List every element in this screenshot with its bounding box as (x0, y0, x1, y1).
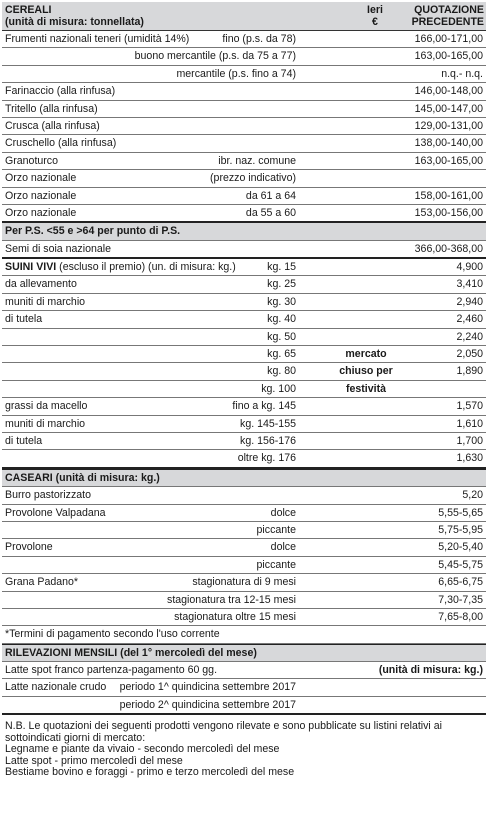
product-spec: da 55 a 60 (245, 206, 296, 219)
product-spec: stagionatura di 9 mesi (192, 576, 296, 589)
header-category (5, 4, 144, 28)
caseari-row (2, 505, 486, 522)
mensili-row-3 (2, 697, 486, 715)
mensili-title-row (2, 644, 486, 662)
header-previous (412, 4, 484, 28)
note-line: Legname e piante da vivaio - secondo mercoledì del mese (5, 743, 280, 756)
suini-title (5, 259, 236, 275)
previous-price: 2,240 (456, 330, 483, 343)
previous-price: 2,050 (456, 348, 483, 361)
caseari-footnote: *Termini di pagamento secondo l'uso corrente (5, 628, 220, 641)
product-label: Frumenti nazionali teneri (umidità 14%) (5, 33, 190, 45)
weight-spec: oltre kg. 176 (237, 452, 296, 465)
suini-title-bold: SUINI VIVI (5, 261, 57, 274)
caseari-section (2, 487, 486, 626)
suini-section (2, 276, 486, 468)
suini-row (2, 294, 486, 311)
product-label: da allevamento (5, 278, 77, 291)
cereali-row (2, 170, 486, 187)
cereali-row (2, 153, 486, 170)
product-spec: dolce (270, 506, 296, 519)
suini-title-value: 4,900 (456, 261, 483, 274)
previous-price: 1,610 (456, 417, 483, 430)
previous-price: 7,30-7,35 (438, 593, 483, 606)
previous-price: 1,700 (456, 434, 483, 447)
caseari-row (2, 574, 486, 591)
cereali-row (2, 188, 486, 205)
previous-price: 158,00-161,00 (414, 189, 483, 202)
cereali-row (2, 205, 486, 223)
cereali-row (2, 135, 486, 152)
product-label: Granoturco (5, 154, 58, 167)
notes-block (2, 721, 486, 779)
market-note: mercato (345, 348, 387, 361)
product-label: Tritello (alla rinfusa) (5, 102, 98, 115)
suini-row (2, 329, 486, 346)
note-line: sottoindicati giorni di mercato: (5, 731, 146, 744)
previous-price: 166,00-171,00 (414, 33, 483, 45)
previous-price: 163,00-165,00 (414, 154, 483, 167)
previous-price: 163,00-165,00 (414, 50, 483, 63)
ps-note-row (2, 223, 486, 240)
latte-nazionale-label: Latte nazionale crudo (5, 681, 107, 694)
previous-price: 7,65-8,00 (438, 610, 483, 623)
previous-price: 129,00-131,00 (414, 119, 483, 132)
mensili-row-1 (2, 662, 486, 679)
cereali-row (2, 48, 486, 65)
previous-price: 3,410 (456, 278, 483, 291)
previous-price: 2,940 (456, 295, 483, 308)
cereali-row (2, 66, 486, 83)
caseari-row (2, 609, 486, 626)
caseari-footnote-row (2, 626, 486, 643)
product-label: di tutela (5, 313, 43, 326)
suini-row (2, 433, 486, 450)
product-spec: fino (p.s. da 78) (222, 33, 296, 45)
note-line: Latte spot - primo mercoledì del mese (5, 754, 183, 767)
previous-price: 1,630 (456, 452, 483, 465)
product-label: grassi da macello (5, 400, 88, 413)
weight-spec: kg. 50 (267, 330, 296, 343)
previous-price: 5,75-5,95 (438, 523, 483, 536)
suini-row (2, 416, 486, 433)
suini-row (2, 276, 486, 293)
weight-spec: fino a kg. 145 (232, 400, 296, 413)
caseari-title-row (2, 469, 486, 487)
note-line: N.B. Le quotazioni dei seguenti prodotti vengono rilevate e sono pubblicate su listini relativi ai (5, 720, 442, 733)
soia-value: 366,00-368,00 (414, 242, 483, 255)
mensili-title: RILEVAZIONI MENSILI (del 1° mercoledì del mese) (5, 646, 257, 659)
header-previous-line2: PRECEDENTE (411, 16, 484, 28)
weight-spec: kg. 80 (267, 365, 296, 378)
caseari-row (2, 522, 486, 539)
product-label: Orzo nazionale (5, 172, 77, 185)
header-previous-line1: QUOTAZIONE (414, 4, 484, 16)
product-label: di tutela (5, 434, 43, 447)
product-label: muniti di marchio (5, 417, 86, 430)
product-spec: stagionatura oltre 15 mesi (174, 610, 296, 623)
product-label: Cruschello (alla rinfusa) (5, 137, 117, 150)
previous-price: 153,00-156,00 (414, 206, 483, 219)
product-label: Orzo nazionale (5, 206, 77, 219)
caseari-row (2, 592, 486, 609)
price-list (2, 2, 486, 779)
previous-price: n.q.- n.q. (441, 67, 483, 80)
header-today-label: Ieri (367, 4, 383, 16)
product-spec: stagionatura tra 12-15 mesi (167, 593, 296, 606)
product-spec: dolce (270, 541, 296, 554)
header-unit: (unità di misura: tonnellata) (5, 16, 144, 28)
previous-price: 146,00-148,00 (414, 85, 483, 98)
product-label: Provolone (5, 541, 53, 554)
header-today (366, 4, 384, 28)
product-label: Grana Padano* (5, 576, 79, 589)
caseari-row (2, 539, 486, 556)
previous-price: 5,20-5,40 (438, 541, 483, 554)
suini-title-spec: kg. 15 (267, 261, 296, 274)
previous-price: 6,65-6,75 (438, 576, 483, 589)
previous-price: 5,20 (462, 489, 483, 502)
market-note: festività (345, 382, 387, 395)
soia-row (2, 241, 486, 259)
weight-spec: kg. 156-176 (240, 434, 296, 447)
weight-spec: kg. 25 (267, 278, 296, 291)
product-spec: mercantile (p.s. fino a 74) (176, 67, 296, 80)
product-label: muniti di marchio (5, 295, 86, 308)
product-spec: piccante (256, 558, 296, 571)
latte-spot-label: Latte spot franco partenza-pagamento 60 gg. (5, 664, 218, 677)
ps-note: Per P.S. <55 e >64 per punto di P.S. (5, 225, 181, 238)
latte-period-2: periodo 2^ quindicina settembre 2017 (119, 698, 296, 711)
previous-price: 2,460 (456, 313, 483, 326)
product-label: Orzo nazionale (5, 189, 77, 202)
header-currency: € (372, 16, 378, 28)
product-spec: ibr. naz. comune (218, 154, 296, 167)
cereali-row (2, 31, 486, 48)
previous-price: 1,570 (456, 400, 483, 413)
suini-row (2, 363, 486, 380)
product-spec: buono mercantile (p.s. da 75 a 77) (134, 50, 296, 63)
caseari-row (2, 557, 486, 574)
table-header (2, 2, 486, 31)
caseari-title: CASEARI (unità di misura: kg.) (5, 471, 160, 484)
previous-price: 145,00-147,00 (414, 102, 483, 115)
product-spec: piccante (256, 523, 296, 536)
weight-spec: kg. 30 (267, 295, 296, 308)
market-note: chiuso per (339, 365, 393, 378)
product-label: Provolone Valpadana (5, 506, 106, 519)
previous-price: 1,890 (456, 365, 483, 378)
suini-title-row (2, 259, 486, 276)
previous-price: 5,45-5,75 (438, 558, 483, 571)
header-title: CEREALI (5, 4, 52, 16)
cereali-row (2, 118, 486, 135)
product-label: Burro pastorizzato (5, 489, 91, 502)
note-line: Bestiame bovino e foraggi - primo e terzo mercoledì del mese (5, 766, 295, 779)
suini-row (2, 450, 486, 468)
weight-spec: kg. 65 (267, 348, 296, 361)
suini-row (2, 346, 486, 363)
suini-row (2, 311, 486, 328)
product-label: Crusca (alla rinfusa) (5, 119, 100, 132)
caseari-row (2, 487, 486, 504)
cereali-section (2, 31, 486, 223)
suini-title-rest: (escluso il premio) (un. di misura: kg.) (56, 261, 236, 274)
cereali-row (2, 101, 486, 118)
mensili-row-2 (2, 679, 486, 696)
weight-spec: kg. 40 (267, 313, 296, 326)
previous-price: 138,00-140,00 (414, 137, 483, 150)
weight-spec: kg. 145-155 (240, 417, 296, 430)
latte-spot-unit: (unità di misura: kg.) (378, 664, 483, 677)
latte-period-1: periodo 1^ quindicina settembre 2017 (119, 681, 296, 694)
previous-price: 5,55-5,65 (438, 506, 483, 519)
product-spec: (prezzo indicativo) (210, 172, 296, 185)
product-spec: da 61 a 64 (245, 189, 296, 202)
product-label: Farinaccio (alla rinfusa) (5, 85, 116, 98)
suini-row (2, 398, 486, 415)
suini-row (2, 381, 486, 398)
cereali-row (2, 83, 486, 100)
soia-label: Semi di soia nazionale (5, 242, 111, 255)
weight-spec: kg. 100 (261, 382, 296, 395)
